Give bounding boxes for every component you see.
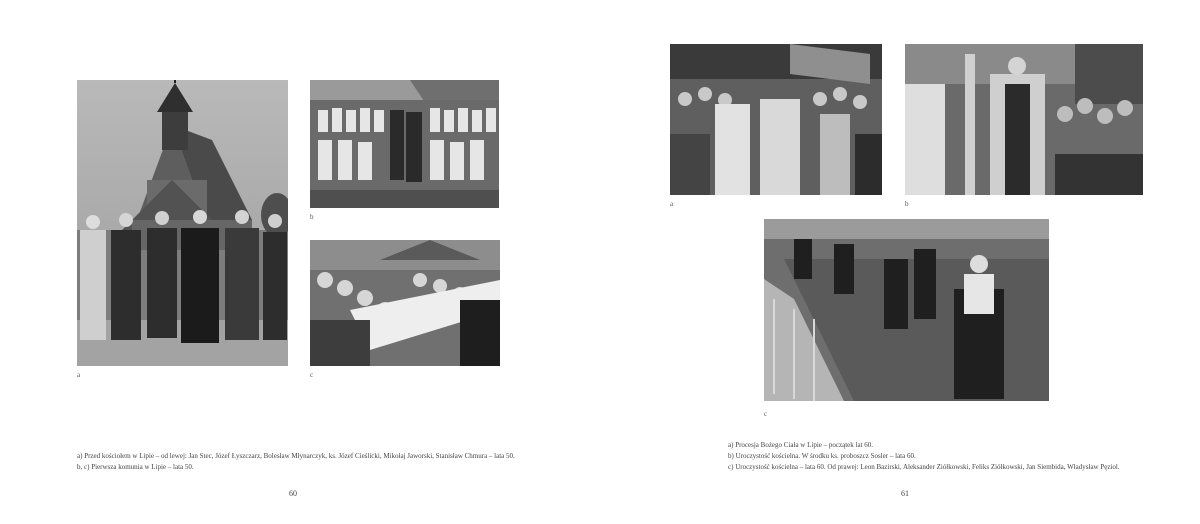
caption-line-3: c) Uroczystość kościelna – lata 60. Od prawej: Leon Bazirski, Aleksander Ziółkowski, Feliks Ziółkowski, Jan Siembida, Władysław Pęziol. [728,463,1120,471]
communion-feast-photo [310,240,500,366]
caption-line-2: b) Uroczystość kościelna. W środku ks. proboszcz Sosler – lata 60. [728,452,916,460]
corpus-christi-procession-photo [670,44,882,195]
church-group-photo [77,80,288,366]
page-number-right: 61 [901,489,909,498]
first-communion-group-photo [310,80,499,208]
photo-label-a: a [77,371,81,379]
photo-label-b-right: b [905,200,909,208]
left-page-caption [77,451,515,473]
caption-line-1: a) Przed kościołem w Lipie – od lewej: Jan Stec, Józef Łyszczarz, Bolesław Młynarczyk, ks. Józef Cieślicki, Mikołaj Jaworski, Stanisław Chmura – lata 50. [77,452,515,460]
caption-line-2: b, c) Pierwsza komunia w Lipie – lata 50. [77,463,194,471]
photo-label-c-right: c [764,410,768,418]
right-page-caption [728,440,1120,473]
photo-label-b: b [310,213,314,221]
photo-label-a-right: a [670,200,674,208]
right-page [600,0,1200,524]
page-number-left: 60 [289,489,297,498]
cavalry-parade-photo [764,219,1049,401]
caption-line-1: a) Procesja Bożego Ciała w Lipie – początek lat 60. [728,441,874,449]
church-ceremony-photo [905,44,1143,195]
photo-label-c: c [310,371,314,379]
